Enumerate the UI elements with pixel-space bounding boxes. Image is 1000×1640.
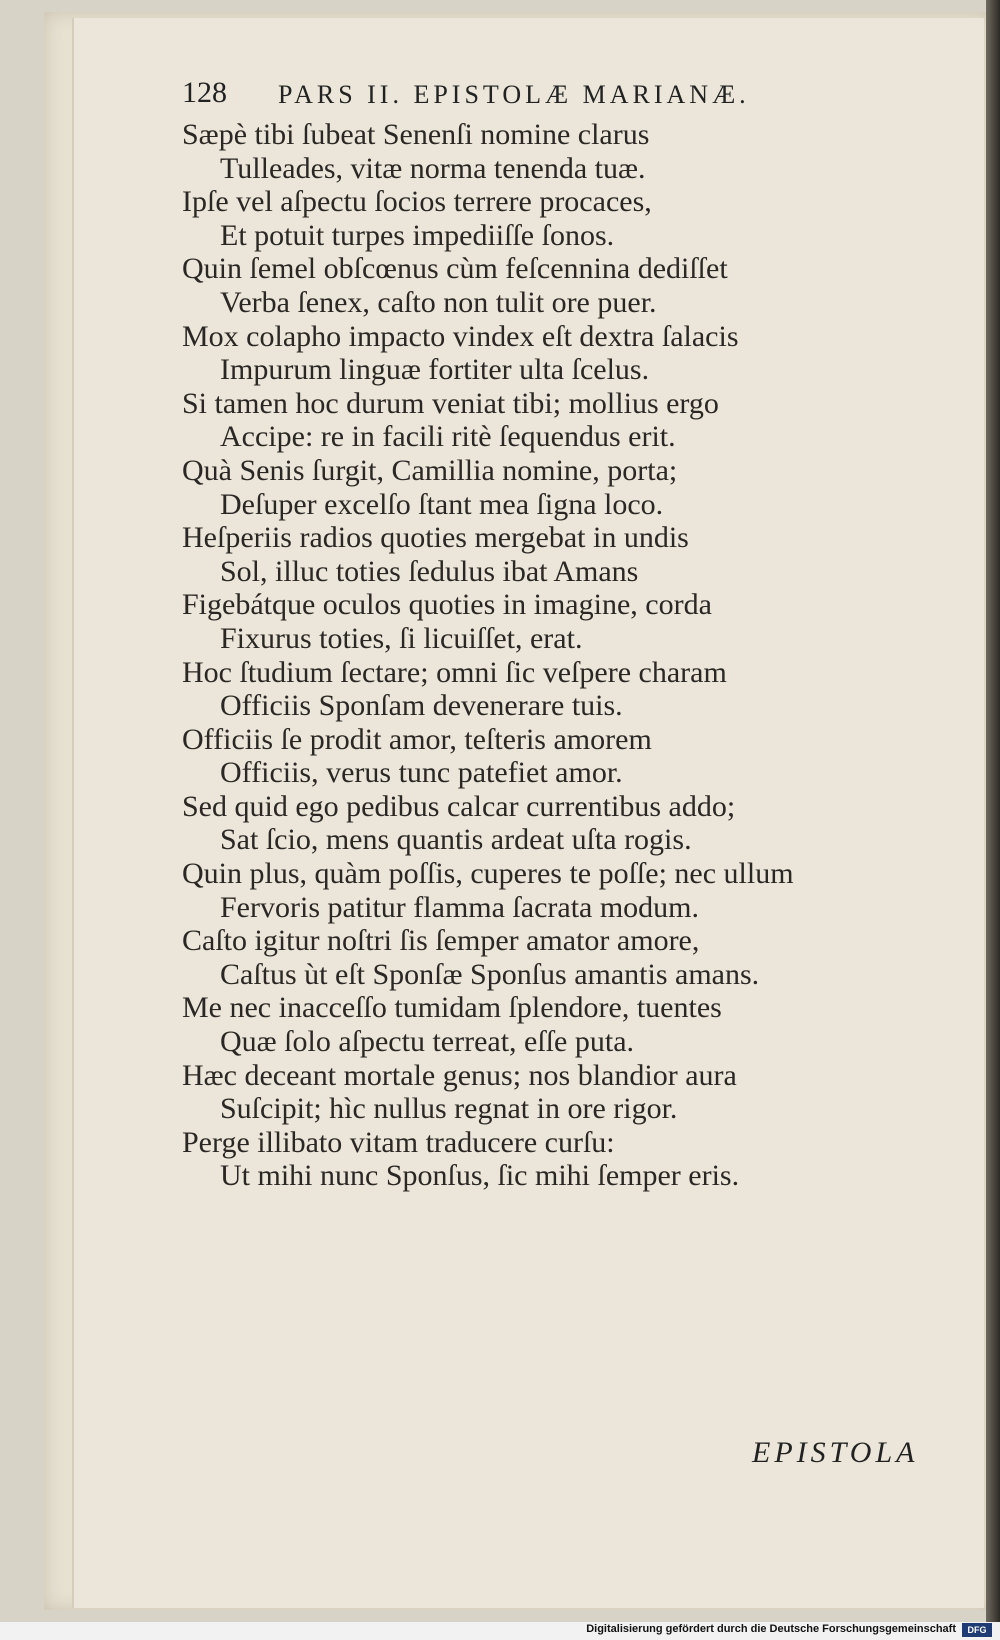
poem-line: Quin ſemel obſcœnus cùm feſcennina dediſſet	[182, 252, 728, 286]
poem-line: Sol, illuc toties ſedulus ibat Amans	[220, 554, 639, 588]
dfg-logo: DFG	[962, 1623, 992, 1637]
poem-line: Sat ſcio, mens quantis ardeat uſta rogis.	[220, 823, 692, 857]
poem-line: Impurum linguæ fortiter ulta ſcelus.	[220, 353, 650, 387]
poem-line: Deſuper excelſo ſtant mea ſigna loco.	[220, 487, 664, 521]
running-header	[182, 76, 862, 116]
poem-line: Hæc deceant mortale genus; nos blandior aura	[182, 1058, 737, 1092]
poem-line: Fixurus toties, ſi licuiſſet, erat.	[220, 621, 583, 655]
poem-line: Sed quid ego pedibus calcar currentibus addo;	[182, 789, 736, 823]
poem-line: Caſto igitur noſtri ſis ſemper amator amore,	[182, 924, 700, 958]
page-number: 128	[182, 76, 227, 109]
poem-line: Officiis, verus tunc patefiet amor.	[220, 756, 623, 790]
poem-line: Quà Senis ſurgit, Camillia nomine, porta;	[182, 453, 678, 487]
poem-text	[182, 118, 922, 1193]
poem-line: Accipe: re in facili ritè ſequendus erit.	[220, 420, 676, 454]
poem-line: Si tamen hoc durum veniat tibi; mollius ergo	[182, 386, 719, 420]
poem-line: Quin plus, quàm poſſis, cuperes te poſſe; nec ullum	[182, 857, 794, 891]
poem-line: Verba ſenex, caſto non tulit ore puer.	[220, 285, 657, 319]
catchword: EPISTOLA	[752, 1436, 919, 1469]
running-title: PARS II. EPISTOLÆ MARIANÆ.	[278, 80, 750, 109]
poem-line: Sæpè tibi ſubeat Senenſi nomine clarus	[182, 118, 650, 151]
poem-line: Heſperiis radios quoties mergebat in undis	[182, 521, 689, 555]
poem-line: Quæ ſolo aſpectu terreat, eſſe puta.	[220, 1025, 635, 1059]
poem-line: Caſtus ùt eſt Sponſæ Sponſus amantis amans.	[220, 957, 760, 991]
poem-line: Officiis Sponſam devenerare tuis.	[220, 689, 623, 723]
poem-line: Perge illibato vitam traducere curſu:	[182, 1125, 615, 1159]
poem-line: Hoc ſtudium ſectare; omni ſic veſpere charam	[182, 655, 727, 689]
poem-line: Suſcipit; hìc nullus regnat in ore rigor.	[220, 1092, 678, 1126]
poem-line: Officiis ſe prodit amor, teſteris amorem	[182, 722, 652, 756]
book-spine-shadow	[986, 0, 1000, 1640]
poem-line: Figebátque oculos quoties in imagine, corda	[182, 588, 712, 622]
poem-line: Tulleades, vitæ norma tenenda tuæ.	[220, 151, 646, 185]
poem-line: Ut mihi nunc Sponſus, ſic mihi ſemper eris.	[220, 1159, 740, 1193]
poem-line: Me nec inacceſſo tumidam ſplendore, tuentes	[182, 991, 722, 1025]
poem-line: Ipſe vel aſpectu ſocios terrere procaces,	[182, 185, 652, 219]
poem-line: Et potuit turpes impediiſſe ſonos.	[220, 218, 615, 252]
poem-line: Mox colapho impacto vindex eſt dextra ſalacis	[182, 319, 739, 353]
poem-line: Fervoris patitur flamma ſacrata modum.	[220, 890, 700, 924]
footer-credit: Digitalisierung gefördert durch die Deutsche Forschungsgemeinschaft	[586, 1623, 956, 1635]
